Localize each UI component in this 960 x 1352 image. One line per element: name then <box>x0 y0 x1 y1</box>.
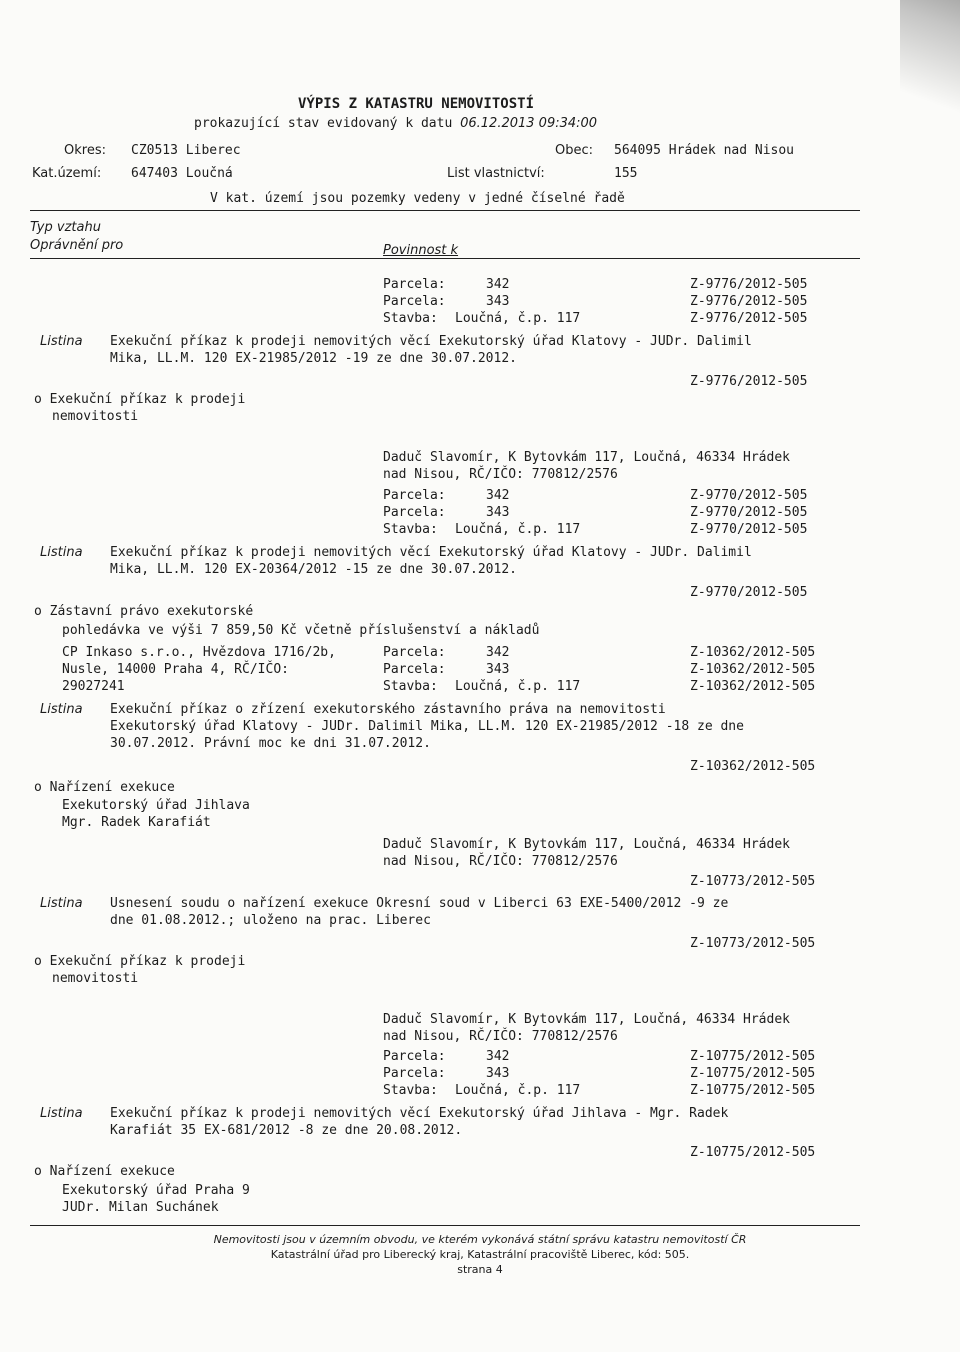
owner-text: CP Inkaso s.r.o., Hvězdova 1716/2b, <box>62 645 336 660</box>
entry-heading: pohledávka ve výši 7 859,50 Kč včetně příslušenství a nákladů <box>62 623 540 638</box>
property-type: Parcela: <box>383 645 446 660</box>
entry-ref: Z-9776/2012-505 <box>690 311 808 326</box>
entry-heading: o Nařízení exekuce <box>34 780 175 795</box>
owner-text: Daduč Slavomír, K Bytovkám 117, Loučná, 46334 Hrádek <box>383 837 790 852</box>
divider <box>30 210 860 211</box>
entry-ref: Z-10773/2012-505 <box>690 874 816 889</box>
property-id: 342 <box>486 1049 510 1064</box>
entry-ref: Z-10362/2012-505 <box>690 679 816 694</box>
property-id: 343 <box>486 505 510 520</box>
entry-ref: Z-10775/2012-505 <box>690 1083 816 1098</box>
obec-label: Obec: <box>555 143 594 158</box>
entry-ref: Z-9770/2012-505 <box>690 505 808 520</box>
owner-text: Daduč Slavomír, K Bytovkám 117, Loučná, 46334 Hrádek <box>383 1012 790 1027</box>
property-id: Loučná, č.p. 117 <box>455 1083 581 1098</box>
listina-text: Exekuční příkaz o zřízení exekutorského zástavního práva na nemovitosti <box>110 702 666 717</box>
entry-ref: Z-10362/2012-505 <box>690 759 816 774</box>
owner-text: Nusle, 14000 Praha 4, RČ/IČO: <box>62 662 289 677</box>
entry-heading: nemovitosti <box>52 409 139 424</box>
divider <box>30 258 860 259</box>
entry-ref: Z-10362/2012-505 <box>690 645 816 660</box>
footer-note: Nemovitosti jsou v územním obvodu, ve kterém vykonává státní správu katastru nemovitostí ČR <box>213 1233 747 1246</box>
listina-label: Listina <box>40 896 83 911</box>
listina-label: Listina <box>40 702 83 717</box>
col-typ-vztahu: Typ vztahu <box>30 220 101 235</box>
property-type: Stavba: <box>383 522 438 537</box>
owner-text: nad Nisou, RČ/IČO: 770812/2576 <box>383 467 618 482</box>
subtitle: prokazující stav evidovaný k datu 06.12.2013 09:34:00 <box>194 116 598 131</box>
listina-text: 30.07.2012. Právní moc ke dni 31.07.2012. <box>110 736 431 751</box>
property-type: Stavba: <box>383 311 438 326</box>
property-type: Parcela: <box>383 277 446 292</box>
listina-label: Listina <box>40 545 83 560</box>
scan-shadow <box>900 0 960 230</box>
entry-heading: Exekutorský úřad Jihlava <box>62 798 250 813</box>
owner-text: nad Nisou, RČ/IČO: 770812/2576 <box>383 1029 618 1044</box>
property-type: Stavba: <box>383 1083 438 1098</box>
property-type: Parcela: <box>383 294 446 309</box>
property-id: 342 <box>486 488 510 503</box>
okres-value: CZ0513 Liberec <box>131 143 241 158</box>
col-povinnost-k: Povinnost k <box>383 243 459 258</box>
page-title: VÝPIS Z KATASTRU NEMOVITOSTÍ <box>298 96 535 112</box>
cadastre-note: V kat. území jsou pozemky vedeny v jedné číselné řadě <box>210 191 625 206</box>
footer-office: Katastrální úřad pro Liberecký kraj, Katastrální pracoviště Liberec, kód: 505. <box>270 1248 690 1261</box>
property-id: Loučná, č.p. 117 <box>455 679 581 694</box>
entry-ref: Z-9776/2012-505 <box>690 277 808 292</box>
property-id: 343 <box>486 1066 510 1081</box>
entry-ref: Z-10773/2012-505 <box>690 936 816 951</box>
listina-text: Exekuční příkaz k prodeji nemovitých věcí Exekutorský úřad Jihlava - Mgr. Radek <box>110 1106 729 1121</box>
listina-text: Mika, LL.M. 120 EX-20364/2012 -15 ze dne 30.07.2012. <box>110 562 517 577</box>
property-id: 343 <box>486 662 510 677</box>
katuzemi-label: Kat.území: <box>32 166 102 181</box>
entry-heading: o Exekuční příkaz k prodeji <box>34 392 246 407</box>
entry-ref: Z-9770/2012-505 <box>690 522 808 537</box>
property-id: Loučná, č.p. 117 <box>455 311 581 326</box>
okres-label: Okres: <box>64 143 106 158</box>
property-id: 342 <box>486 645 510 660</box>
page-number: strana 4 <box>457 1263 503 1276</box>
property-type: Parcela: <box>383 488 446 503</box>
property-type: Parcela: <box>383 1066 446 1081</box>
entry-heading: o Zástavní právo exekutorské <box>34 604 254 619</box>
entry-heading: o Exekuční příkaz k prodeji <box>34 954 246 969</box>
entry-heading: o Nařízení exekuce <box>34 1164 175 1179</box>
entry-ref: Z-9770/2012-505 <box>690 488 808 503</box>
entry-heading: Mgr. Radek Karafiát <box>62 815 211 830</box>
property-type: Parcela: <box>383 662 446 677</box>
lv-label: List vlastnictví: <box>447 166 545 181</box>
entry-ref: Z-10775/2012-505 <box>690 1066 816 1081</box>
entry-ref: Z-9776/2012-505 <box>690 294 808 309</box>
property-type: Parcela: <box>383 505 446 520</box>
listina-label: Listina <box>40 1106 83 1121</box>
listina-text: Exekutorský úřad Klatovy - JUDr. Dalimil Mika, LL.M. 120 EX-21985/2012 -18 ze dne <box>110 719 744 734</box>
owner-text: nad Nisou, RČ/IČO: 770812/2576 <box>383 854 618 869</box>
obec-value: 564095 Hrádek nad Nisou <box>614 143 795 158</box>
listina-text: Exekuční příkaz k prodeji nemovitých věcí Exekutorský úřad Klatovy - JUDr. Dalimil <box>110 545 752 560</box>
property-type: Parcela: <box>383 1049 446 1064</box>
entry-ref: Z-10775/2012-505 <box>690 1049 816 1064</box>
entry-ref: Z-10775/2012-505 <box>690 1145 816 1160</box>
listina-text: dne 01.08.2012.; uloženo na prac. Liberec <box>110 913 431 928</box>
lv-value: 155 <box>614 166 638 181</box>
entry-heading: JUDr. Milan Suchánek <box>62 1200 219 1215</box>
entry-heading: nemovitosti <box>52 971 139 986</box>
listina-text: Usnesení soudu o nařízení exekuce Okresní soud v Liberci 63 EXE-5400/2012 -9 ze <box>110 896 729 911</box>
entry-ref: Z-10362/2012-505 <box>690 662 816 677</box>
listina-text: Mika, LL.M. 120 EX-21985/2012 -19 ze dne 30.07.2012. <box>110 351 517 366</box>
property-type: Stavba: <box>383 679 438 694</box>
entry-heading: Exekutorský úřad Praha 9 <box>62 1183 250 1198</box>
katuzemi-value: 647403 Loučná <box>131 166 233 181</box>
owner-text: 29027241 <box>62 679 125 694</box>
listina-text: Karafiát 35 EX-681/2012 -8 ze dne 20.08.2012. <box>110 1123 463 1138</box>
property-id: 342 <box>486 277 510 292</box>
listina-text: Exekuční příkaz k prodeji nemovitých věcí Exekutorský úřad Klatovy - JUDr. Dalimil <box>110 334 752 349</box>
col-opravneni-pro: Oprávnění pro <box>30 238 124 253</box>
entry-ref: Z-9776/2012-505 <box>690 374 808 389</box>
property-id: 343 <box>486 294 510 309</box>
listina-label: Listina <box>40 334 83 349</box>
property-id: Loučná, č.p. 117 <box>455 522 581 537</box>
entry-ref: Z-9770/2012-505 <box>690 585 808 600</box>
owner-text: Daduč Slavomír, K Bytovkám 117, Loučná, 46334 Hrádek <box>383 450 790 465</box>
divider <box>30 1225 860 1226</box>
